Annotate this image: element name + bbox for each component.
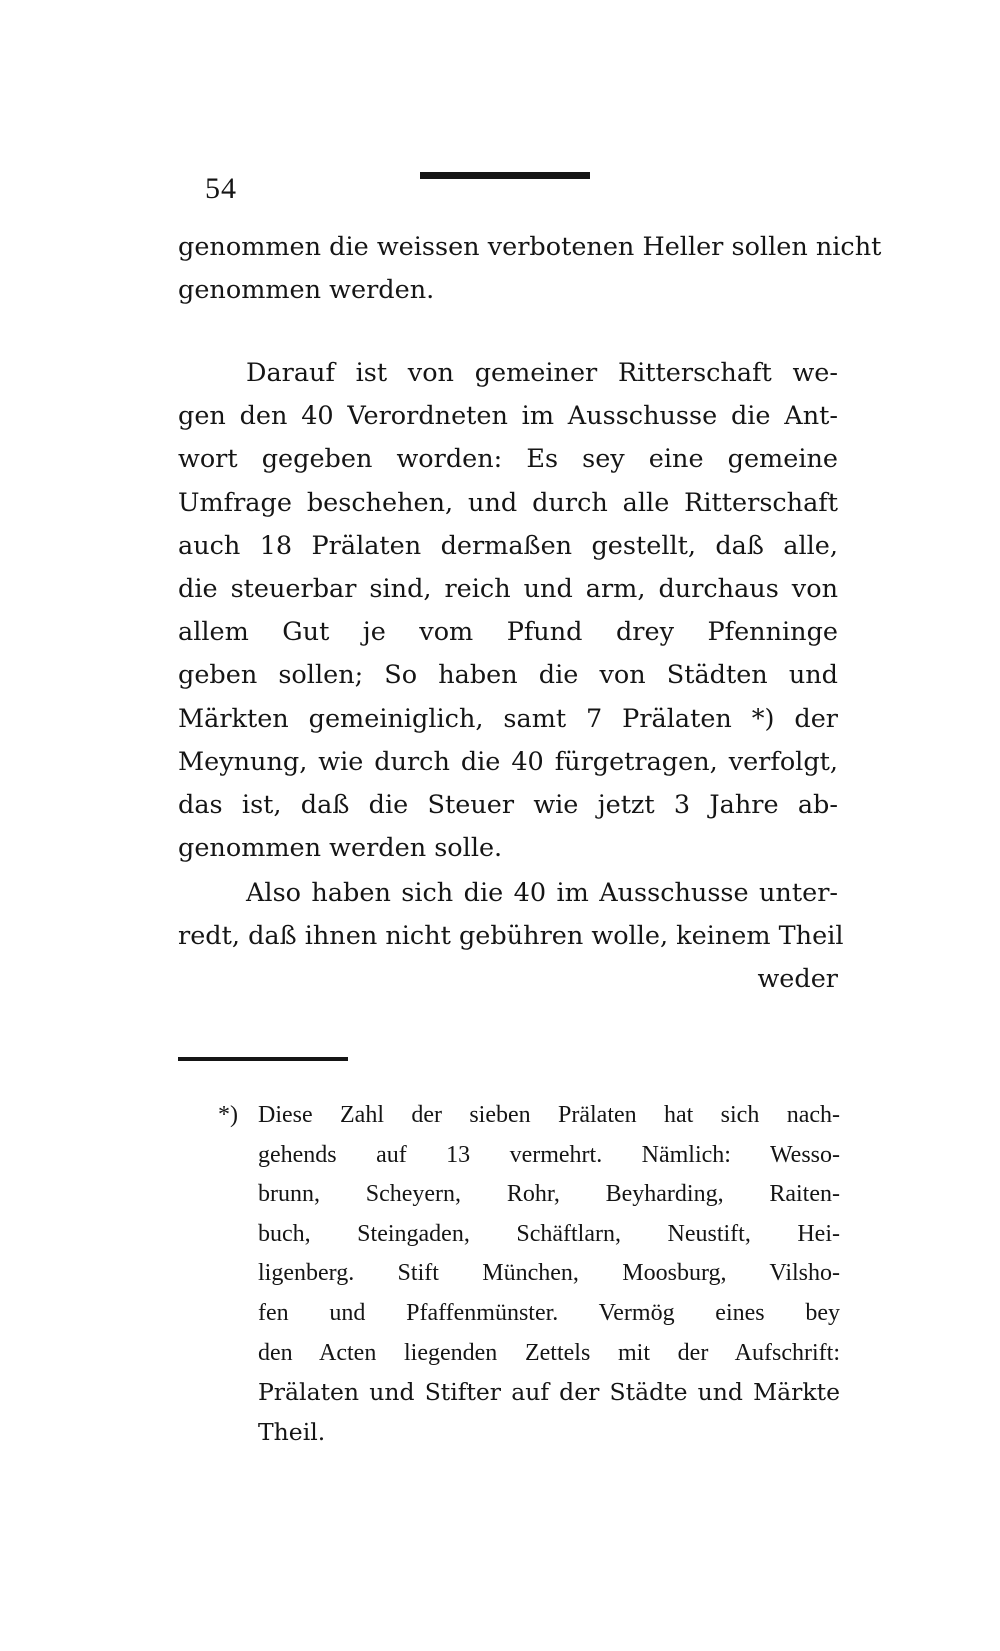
- text-line: Also haben sich die 40 im Ausschusse unter-: [246, 878, 838, 908]
- footnote-line: gehends auf 13 vermehrt. Nämlich: Wesso-: [258, 1141, 840, 1168]
- footnote-line: Prälaten und Stifter auf der Städte und Märkte: [258, 1378, 840, 1407]
- footnote-line: buch, Steingaden, Schäftlarn, Neustift, Hei-: [258, 1220, 840, 1247]
- text-line: redt, daß ihnen nicht gebühren wolle, keinem Theil: [178, 921, 844, 952]
- footnote-line: brunn, Scheyern, Rohr, Beyharding, Raiten-: [258, 1181, 840, 1208]
- text-line: genommen die weissen verbotenen Heller sollen nicht: [178, 232, 882, 262]
- catchword: weder: [757, 964, 838, 995]
- footnote-line: fen und Pfaffenmünster. Vermög eines bey: [258, 1299, 840, 1326]
- text-line: Meynung, wie durch die 40 fürgetragen, verfolgt,: [178, 746, 838, 777]
- footnote-marker: *): [218, 1102, 238, 1128]
- text-line: die steuerbar sind, reich und arm, durchaus von: [178, 574, 838, 605]
- text-line: Darauf ist von gemeiner Ritterschaft we-: [246, 358, 838, 388]
- text-line: wort gegeben worden: Es sey eine gemeine: [178, 444, 838, 475]
- footnote-line: Diese Zahl der sieben Prälaten hat sich nach-: [258, 1102, 840, 1128]
- text-line: auch 18 Prälaten dermaßen gestellt, daß alle,: [178, 530, 838, 561]
- text-line: geben sollen; So haben die von Städten und: [178, 660, 838, 691]
- footnote-line: Theil.: [258, 1417, 326, 1446]
- page-number: 54: [205, 172, 237, 205]
- paragraph-1: [178, 226, 882, 312]
- text-line: gen den 40 Verordneten im Ausschusse die Ant-: [178, 401, 838, 432]
- text-line: das ist, daß die Steuer wie jetzt 3 Jahre ab-: [178, 790, 838, 821]
- footnote-line: ligenberg. Stift München, Moosburg, Vilsho-: [258, 1260, 840, 1287]
- text-line: genommen werden.: [178, 275, 435, 306]
- paragraph-2: [178, 352, 838, 870]
- text-line: Umfrage beschehen, und durch alle Ritterschaft: [178, 487, 838, 518]
- text-line: Märkten gemeiniglich, samt 7 Prälaten *) der: [178, 703, 838, 734]
- text-line: allem Gut je vom Pfund drey Pfenninge: [178, 617, 838, 648]
- header-rule: [420, 172, 590, 179]
- footnote-rule: [178, 1057, 348, 1061]
- footnote-line: den Acten liegenden Zettels mit der Aufschrift:: [258, 1339, 840, 1366]
- footnote-body: [258, 1096, 840, 1452]
- text-line: genommen werden solle.: [178, 833, 503, 864]
- paragraph-3: [178, 872, 844, 1002]
